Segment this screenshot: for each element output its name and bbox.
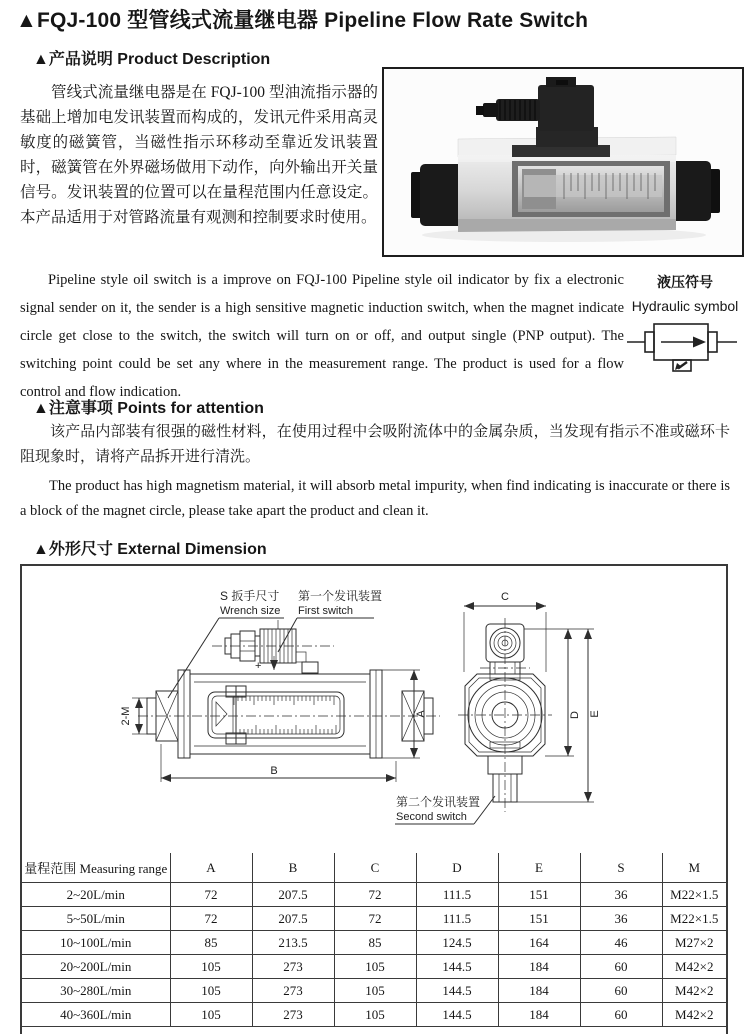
scale-ticks-top (234, 696, 334, 705)
cell: 60 (580, 955, 662, 979)
attention-english: The product has high magnetism material, it will absorb metal impurity, when find indicating is inaccurate or there is a block of the magnet circle, please take apart the product and clean it. (20, 478, 730, 519)
cell: 144.5 (416, 1003, 498, 1027)
section-heading-attention: ▲注意事项 Points for attention (33, 400, 264, 417)
first-switch-label-en: First switch (298, 605, 353, 617)
cell: 207.5 (252, 907, 334, 931)
column-header: E (498, 853, 580, 883)
cell: 36 (580, 907, 662, 931)
hydraulic-symbol-icon (625, 318, 745, 372)
dim-label-c: C (501, 591, 509, 603)
section-heading-product-description: ▲产品说明 Product Description (33, 51, 271, 68)
dim-label-b: B (270, 765, 278, 777)
switch-body-front (138, 670, 440, 758)
cell: 151 (498, 907, 580, 931)
second-switch-callout (395, 794, 495, 824)
attention-chinese: 该产品内部装有很强的磁性材料，在使用过程中会吸附流体中的金属杂质，当发现有指示不准或磁环卡阻现象时，请将产品拆开进行清洗。 (20, 424, 730, 465)
cell: 273 (252, 955, 334, 979)
left-end-cap (411, 164, 464, 226)
cell: 207.5 (252, 883, 334, 907)
hydraulic-symbol-label-cn: 液压符号 (657, 274, 713, 290)
cell: 184 (498, 955, 580, 979)
dim-label-e: E (589, 710, 601, 718)
product-description-english: Pipeline style oil switch is a improve on FQJ-100 Pipeline style oil indicator by fix a electronic signal sender on it, the sender is a high sensitive magnetic induction switch, when the magnet indicate circle get close to the switch, the switch will turn on or off, and output single (PNP output). The switching point could be set any where in the measurement range. The product is used for a flow control and flow indication. (20, 272, 624, 400)
cell: 105 (334, 979, 416, 1003)
second-switch-label-cn: 第二个发讯装置 (396, 795, 481, 809)
cell: 60 (580, 1003, 662, 1027)
front-view (120, 588, 440, 782)
cell: 72 (334, 883, 416, 907)
column-header: S (580, 853, 662, 883)
cell: 105 (170, 979, 252, 1003)
cell: 184 (498, 1003, 580, 1027)
sight-window (512, 161, 670, 217)
column-header: D (416, 853, 498, 883)
dim-a (382, 670, 427, 758)
cell: 72 (334, 907, 416, 931)
dim-label-2m: 2-M (120, 706, 132, 726)
cell: M27×2 (662, 931, 726, 955)
cell: 85 (170, 931, 252, 955)
wrench-size-label-cn: S 扳手尺寸 (220, 589, 280, 603)
cell: 273 (252, 979, 334, 1003)
cell: 72 (170, 907, 252, 931)
cell: 105 (170, 1003, 252, 1027)
cell: 2~20L/min (22, 883, 170, 907)
cell: 60 (580, 979, 662, 1003)
cell: 5~50L/min (22, 907, 170, 931)
cell: M42×2 (662, 1003, 726, 1027)
page-title: ▲FQJ-100 型管线式流量继电器 Pipeline Flow Rate Switch (16, 9, 589, 32)
dimension-table (22, 853, 726, 1027)
cell: 72 (170, 883, 252, 907)
column-header: B (252, 853, 334, 883)
dim-label-a: A (415, 710, 427, 718)
cell: 10~100L/min (22, 931, 170, 955)
table-row (22, 979, 726, 1003)
column-header: A (170, 853, 252, 883)
cell: 85 (334, 931, 416, 955)
cell: M22×1.5 (662, 883, 726, 907)
cell: M22×1.5 (662, 907, 726, 931)
cell: 151 (498, 883, 580, 907)
cell: 144.5 (416, 955, 498, 979)
second-switch-label-en: Second switch (396, 811, 467, 823)
dimension-drawing (22, 566, 726, 848)
cell: 36 (580, 883, 662, 907)
first-switch-sensor (212, 620, 334, 673)
cell: 124.5 (416, 931, 498, 955)
dim-label-d: D (569, 711, 581, 719)
cell: 184 (498, 979, 580, 1003)
hydraulic-symbol-block (622, 272, 748, 377)
dim-b (161, 744, 396, 782)
cell: 105 (334, 955, 416, 979)
cell: 164 (498, 931, 580, 955)
table-row (22, 955, 726, 979)
cell: M42×2 (662, 979, 726, 1003)
cell: 30~280L/min (22, 979, 170, 1003)
product-description-chinese: 管线式流量继电器是在 FQJ-100 型油流指示器的基础上增加电发讯装置而构成的，发讯元件采用高灵敏度的磁簧管，当磁性指示环移动至靠近发讯装置时，磁簧管在外界磁场做用下动作，向外输出开关量信号。发讯装置的位置可以在量程范围内任意设定。本产品适用于对管路流量有观测和控制要求时使用。 (20, 84, 378, 226)
column-header: C (334, 853, 416, 883)
cell: 105 (334, 1003, 416, 1027)
cell: 20~200L/min (22, 955, 170, 979)
dim-e (517, 629, 601, 802)
cell: 111.5 (416, 907, 498, 931)
cell: 105 (170, 955, 252, 979)
column-header: 量程范围 Measuring range (22, 853, 170, 883)
dimension-panel (20, 564, 728, 1034)
table-row (22, 883, 726, 907)
section-heading-external-dimension: ▲外形尺寸 External Dimension (33, 541, 267, 558)
cell: 144.5 (416, 979, 498, 1003)
cell: 111.5 (416, 883, 498, 907)
table-row (22, 1003, 726, 1027)
product-photo-frame (382, 67, 744, 257)
hydraulic-symbol-label-en: Hydraulic symbol (631, 298, 739, 314)
sight-window-front (208, 686, 344, 744)
table-row (22, 931, 726, 955)
plus-mark: + (255, 660, 262, 672)
cell: 213.5 (252, 931, 334, 955)
first-switch-label-cn: 第一个发讯装置 (298, 589, 383, 603)
cell: 40~360L/min (22, 1003, 170, 1027)
wrench-size-label-en: Wrench size (220, 605, 281, 617)
side-view (395, 591, 601, 824)
product-photo (384, 69, 742, 255)
cell: 46 (580, 931, 662, 955)
column-header: M (662, 853, 726, 883)
scale-ticks-bottom (236, 725, 336, 734)
cell: M42×2 (662, 955, 726, 979)
cell: 273 (252, 1003, 334, 1027)
table-row (22, 907, 726, 931)
